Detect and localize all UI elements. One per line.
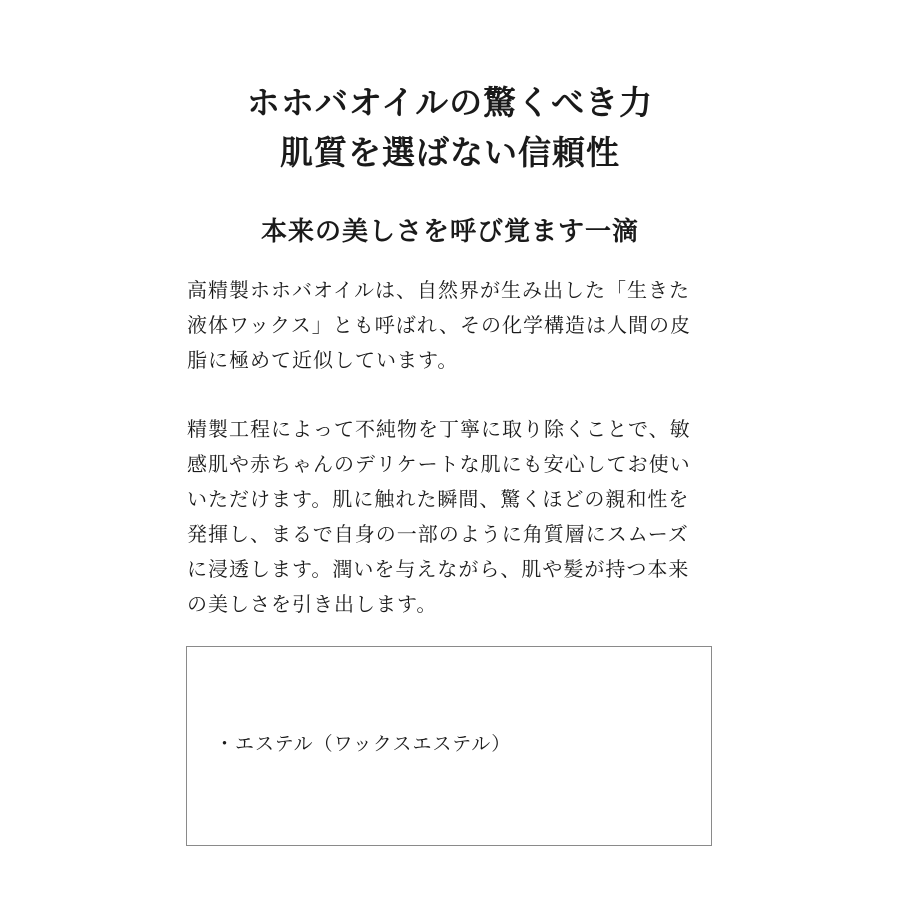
paragraph-line: 感肌や赤ちゃんのデリケートな肌にも安心してお使い <box>187 452 691 476</box>
paragraph-line: 液体ワックス」とも呼ばれ、その化学構造は人間の皮 <box>187 313 691 337</box>
headline-line-2: 肌質を選ばない信頼性 <box>280 133 620 172</box>
subheading: 本来の美しさを呼び覚ます一滴 <box>260 217 639 247</box>
detail-paragraph <box>187 412 727 622</box>
paragraph-line: の美しさを引き出します。 <box>187 592 438 616</box>
paragraph-line: 精製工程によって不純物を丁寧に取り除くことで、敏 <box>187 417 691 441</box>
paragraph-line: 脂に極めて近似しています。 <box>187 348 459 372</box>
headline <box>0 78 900 178</box>
paragraph-line: 高精製ホホバオイルは、自然界が生み出した「生きた <box>187 278 690 302</box>
ingredient-box <box>186 646 712 846</box>
paragraph-line: いただけます。肌に触れた瞬間、驚くほどの親和性を <box>187 487 690 511</box>
paragraph-line: に浸透します。潤いを与えながら、肌や髪が持つ本来 <box>187 557 690 581</box>
headline-line-1: ホホバオイルの驚くべき力 <box>246 83 654 122</box>
ingredient-item: ・エステル（ワックスエステル） <box>215 733 512 755</box>
paragraph-line: 発揮し、まるで自身の一部のように角質層にスムーズ <box>187 522 689 546</box>
intro-paragraph <box>187 273 727 378</box>
